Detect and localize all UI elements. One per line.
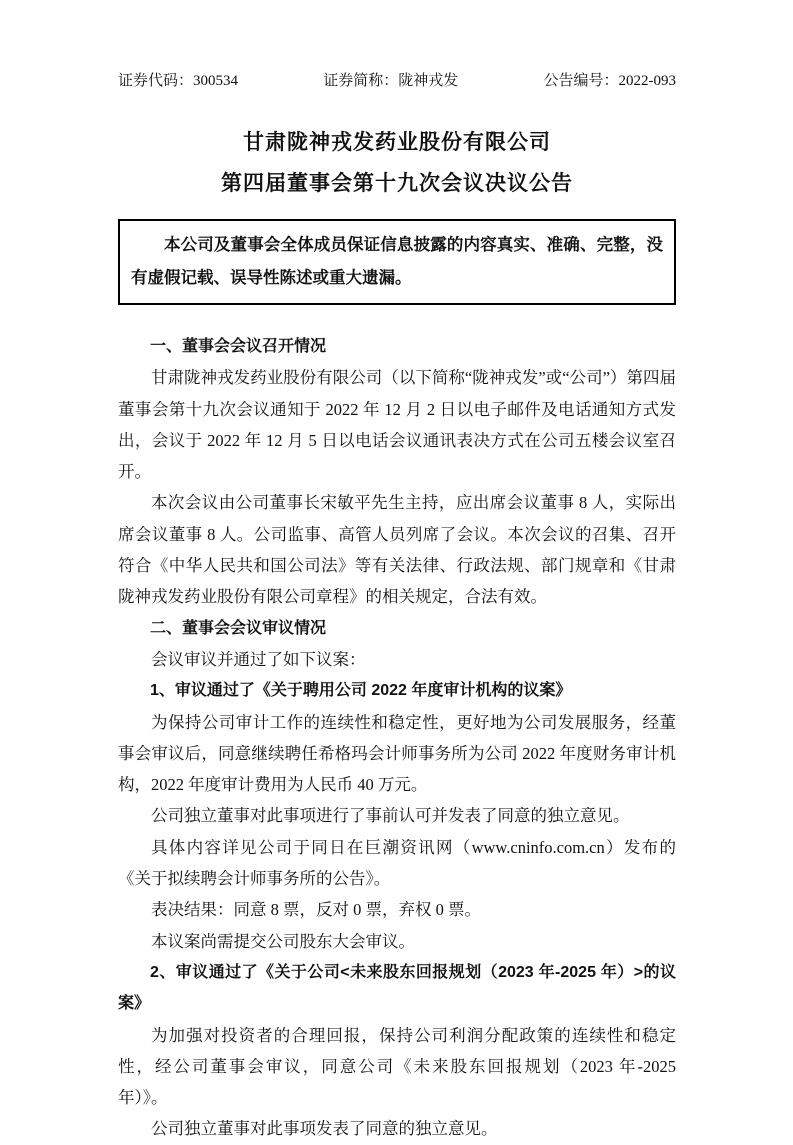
paragraph-shareholder-return-plan: 为加强对投资者的合理回报，保持公司利润分配政策的连续性和稳定性，经公司董事会审议，同意公司《未来股东回报规划（2023 年-2025 年）》。 <box>118 1025 676 1108</box>
document-header <box>118 70 676 92</box>
section-2-heading: 二、董事会会议审议情况 <box>150 619 327 637</box>
meeting-resolution-subtitle: 第四届董事会第十九次会议决议公告 <box>221 171 573 195</box>
disclaimer-text: 本公司及董事会全体成员保证信息披露的内容真实、准确、完整，没有虚假记载、误导性陈述或重大遗漏。 <box>131 235 663 287</box>
proposal-2-heading: 2、审议通过了《关于公司<未来股东回报规划（2023 年-2025 年）>的议案》 <box>118 963 676 1013</box>
paragraph-meeting-notice: 甘肃陇神戎发药业股份有限公司（以下简称“陇神戎发”或“公司”）第四届董事会第十九次会议通知于 2022 年 12 月 2 日以电子邮件及电话通知方式发出，会议于 2022 年 12 月 5 日以电话会议通讯表决方式在公司五楼会议室召开。 <box>118 368 676 482</box>
paragraph-vote-result: 表决结果：同意 8 票，反对 0 票，弃权 0 票。 <box>151 900 481 920</box>
paragraph-shareholder-meeting-required: 本议案尚需提交公司股东大会审议。 <box>151 931 415 951</box>
paragraph-audit-firm: 为保持公司审计工作的连续性和稳定性，更好地为公司发展服务，经董事会审议后，同意继续聘任希格玛会计师事务所为公司 2022 年度财务审计机构，2022 年度审计费用为人民币 40 万元。 <box>118 712 676 795</box>
paragraph-cninfo-reference: 具体内容详见公司于同日在巨潮资讯网（www.cninfo.com.cn）发布的《关于拟续聘会计师事务所的公告》。 <box>118 837 676 889</box>
paragraph-meeting-attendance: 本次会议由公司董事长宋敏平先生主持，应出席会议董事 8 人，实际出席会议董事 8 人。公司监事、高管人员列席了会议。本次会议的召集、召开符合《中华人民共和国公司法》等有关法律、行政法规、部门规章和《甘肃陇神戎发药业股份有限公司章程》的相关规定，合法有效。 <box>118 493 676 607</box>
document-title <box>118 122 676 204</box>
paragraph-independent-directors-opinion: 公司独立董事对此事项发表了同意的独立意见。 <box>151 1119 498 1139</box>
paragraph-proposals-intro: 会议审议并通过了如下议案： <box>151 649 366 669</box>
paragraph-independent-directors-preapproval: 公司独立董事对此事项进行了事前认可并发表了同意的独立意见。 <box>151 806 630 826</box>
stock-code: 证券代码：300534 <box>118 73 239 89</box>
announcement-number: 公告编号：2022-093 <box>543 73 676 89</box>
stock-abbreviation: 证券简称：陇神戎发 <box>323 73 459 89</box>
proposal-1-heading: 1、审议通过了《关于聘用公司 2022 年度审计机构的议案》 <box>150 682 572 700</box>
disclaimer-box <box>118 219 676 305</box>
section-1-heading: 一、董事会会议召开情况 <box>150 338 327 355</box>
company-name-title: 甘肃陇神戎发药业股份有限公司 <box>243 130 551 154</box>
document-body <box>118 331 676 1145</box>
